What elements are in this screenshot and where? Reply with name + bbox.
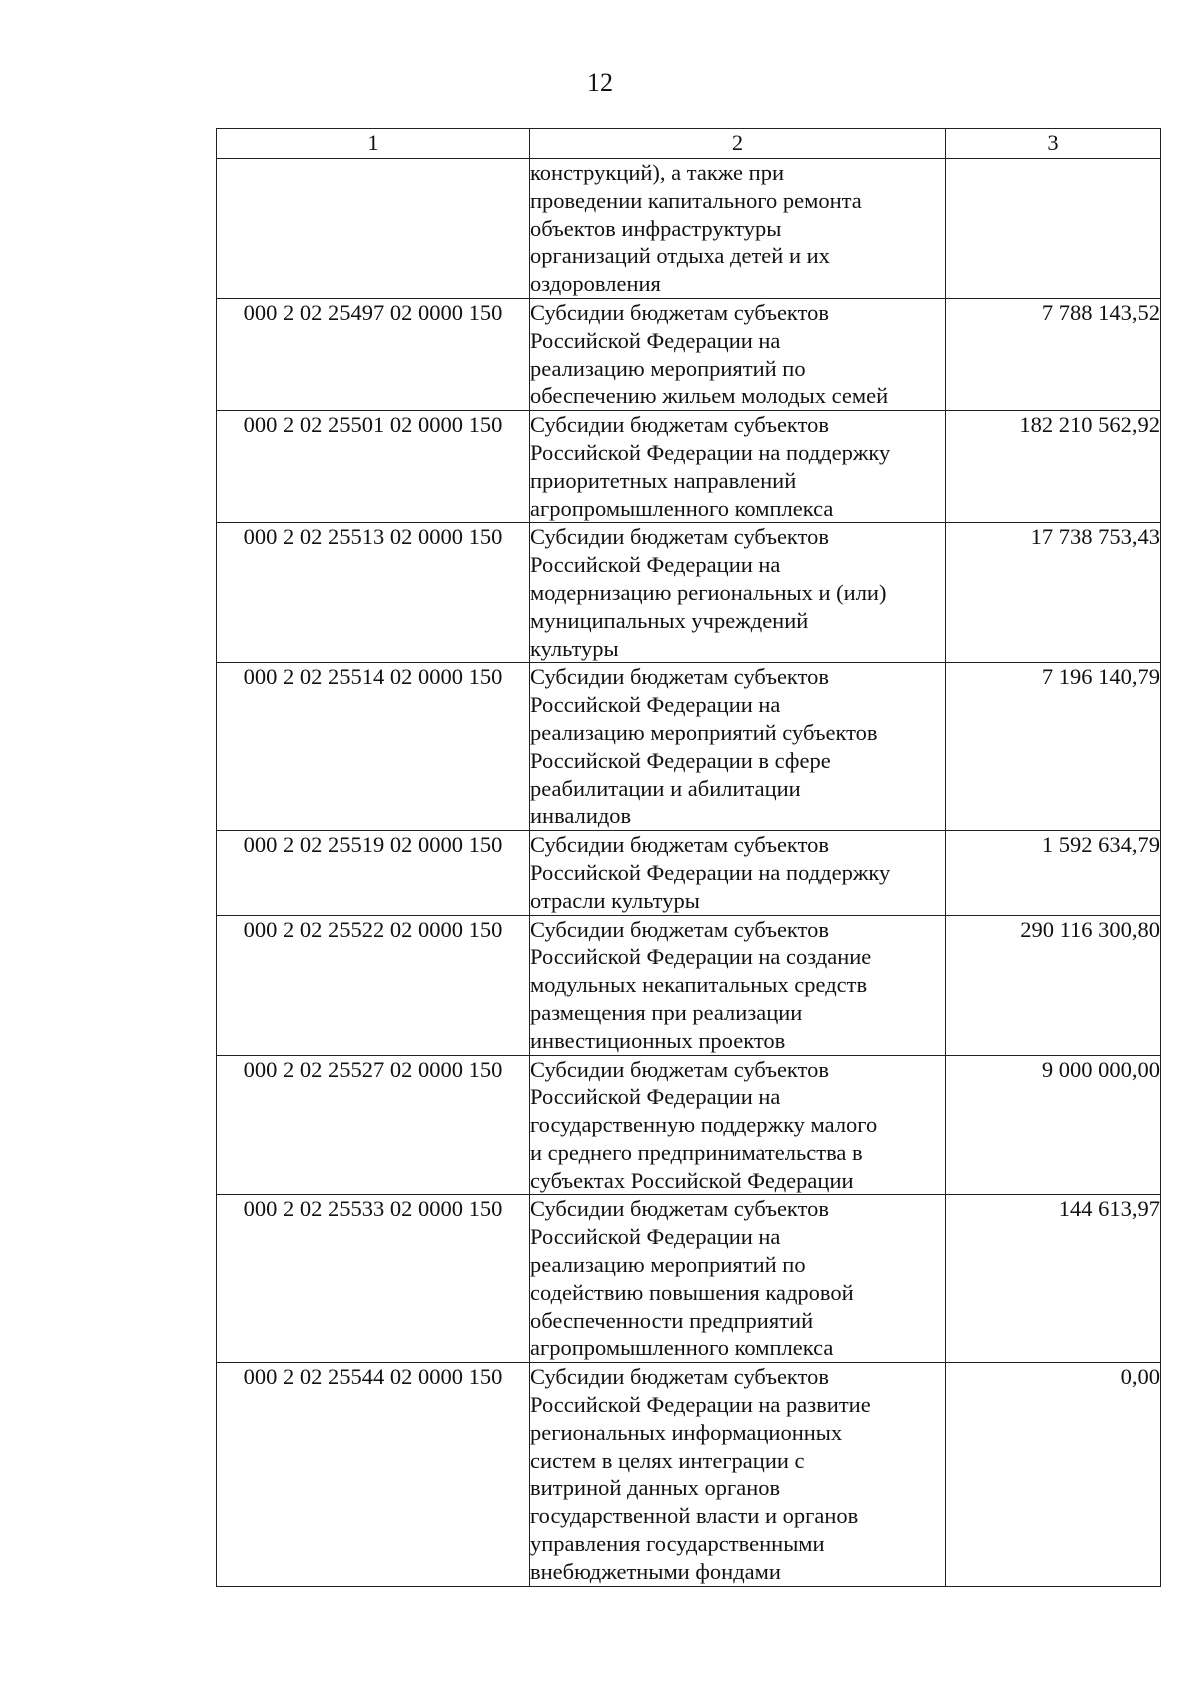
description-line: содействию повышения кадровой	[530, 1279, 854, 1305]
description-line: конструкций), а также при	[530, 160, 785, 185]
description-line: Субсидии бюджетам субъектов	[530, 1364, 829, 1390]
description-line: Субсидии бюджетам субъектов	[530, 412, 829, 438]
description-line: Российской Федерации на	[530, 552, 781, 578]
budget-code-cell: 000 2 02 25514 02 0000 150	[217, 663, 530, 831]
budget-code-cell: 000 2 02 25522 02 0000 150	[217, 915, 530, 1055]
description-cell	[530, 1363, 946, 1586]
description-line: субъектах Российской Федерации	[530, 1167, 854, 1193]
description-cell	[530, 663, 946, 831]
amount-cell: 7 788 143,52	[946, 298, 1161, 410]
description-line: агропромышленного комплекса	[530, 495, 834, 521]
description-line: отрасли культуры	[530, 887, 700, 913]
description-line: размещения при реализации	[530, 999, 803, 1025]
description-line: и среднего предпринимательства в	[530, 1139, 863, 1165]
description-line: агропромышленного комплекса	[530, 1335, 834, 1361]
description-line: реализацию мероприятий субъектов	[530, 719, 878, 745]
description-line: государственную поддержку малого	[530, 1112, 878, 1138]
description-line: организаций отдыха детей и их	[530, 243, 830, 269]
description-cell	[530, 1055, 946, 1195]
description-line: культуры	[530, 635, 619, 661]
description-line: управления государственными	[530, 1531, 825, 1557]
table-row	[217, 159, 1161, 299]
description-cell	[530, 298, 946, 410]
table-row	[217, 1055, 1161, 1195]
table-row	[217, 523, 1161, 663]
description-line: Российской Федерации на развитие	[530, 1392, 871, 1418]
budget-code-cell: 000 2 02 25497 02 0000 150	[217, 298, 530, 410]
description-line: обеспечению жильем молодых семей	[530, 383, 889, 409]
description-line: витриной данных органов	[530, 1475, 781, 1501]
description-line: приоритетных направлений	[530, 467, 797, 493]
amount-cell: 9 000 000,00	[946, 1055, 1161, 1195]
column-header-1: 1	[217, 129, 530, 159]
budget-code-cell	[217, 159, 530, 299]
amount-cell: 182 210 562,92	[946, 411, 1161, 523]
budget-revenue-table	[216, 128, 1161, 1587]
description-line: Российской Федерации на	[530, 692, 781, 718]
description-line: оздоровления	[530, 271, 661, 297]
description-cell	[530, 915, 946, 1055]
table-row	[217, 831, 1161, 915]
description-line: систем в целях интеграции с	[530, 1447, 805, 1473]
description-cell	[530, 411, 946, 523]
description-line: Субсидии бюджетам субъектов	[530, 299, 829, 325]
description-line: Субсидии бюджетам субъектов	[530, 1196, 829, 1222]
description-line: Российской Федерации на поддержку	[530, 859, 891, 885]
amount-cell	[946, 159, 1161, 299]
description-line: Российской Федерации в сфере	[530, 747, 831, 773]
budget-code-cell: 000 2 02 25513 02 0000 150	[217, 523, 530, 663]
budget-code-cell: 000 2 02 25519 02 0000 150	[217, 831, 530, 915]
description-line: Российской Федерации на создание	[530, 944, 872, 970]
description-cell	[530, 159, 946, 299]
description-line: инвестиционных проектов	[530, 1027, 786, 1053]
amount-cell: 17 738 753,43	[946, 523, 1161, 663]
description-line: муниципальных учреждений	[530, 607, 809, 633]
description-line: государственной власти и органов	[530, 1503, 859, 1529]
column-header-3: 3	[946, 129, 1161, 159]
budget-code-cell: 000 2 02 25527 02 0000 150	[217, 1055, 530, 1195]
amount-cell: 0,00	[946, 1363, 1161, 1586]
description-line: Субсидии бюджетам субъектов	[530, 832, 829, 858]
description-cell	[530, 831, 946, 915]
budget-code-cell: 000 2 02 25544 02 0000 150	[217, 1363, 530, 1586]
table-row	[217, 915, 1161, 1055]
description-line: Российской Федерации на	[530, 327, 781, 353]
amount-cell: 144 613,97	[946, 1195, 1161, 1363]
page-number: 12	[587, 68, 613, 97]
description-line: модернизацию региональных и (или)	[530, 579, 887, 605]
table-row	[217, 298, 1161, 410]
description-line: региональных информационных	[530, 1419, 843, 1445]
description-line: Субсидии бюджетам субъектов	[530, 524, 829, 550]
description-line: проведении капитального ремонта	[530, 187, 862, 213]
table-row	[217, 411, 1161, 523]
description-line: Субсидии бюджетам субъектов	[530, 916, 829, 942]
table-row	[217, 1363, 1161, 1586]
description-line: внебюджетными фондами	[530, 1558, 781, 1584]
description-line: Российской Федерации на поддержку	[530, 439, 891, 465]
amount-cell: 7 196 140,79	[946, 663, 1161, 831]
description-line: Российской Федерации на	[530, 1224, 781, 1250]
column-header-2: 2	[530, 129, 946, 159]
description-line: реабилитации и абилитации	[530, 775, 801, 801]
description-cell	[530, 1195, 946, 1363]
budget-code-cell: 000 2 02 25533 02 0000 150	[217, 1195, 530, 1363]
description-line: инвалидов	[530, 803, 632, 829]
description-line: Российской Федерации на	[530, 1084, 781, 1110]
amount-cell: 290 116 300,80	[946, 915, 1161, 1055]
description-cell	[530, 523, 946, 663]
table-row	[217, 1195, 1161, 1363]
table-header-row	[217, 129, 1161, 159]
description-line: реализацию мероприятий по	[530, 355, 806, 381]
description-line: модульных некапитальных средств	[530, 972, 868, 998]
budget-code-cell: 000 2 02 25501 02 0000 150	[217, 411, 530, 523]
description-line: Субсидии бюджетам субъектов	[530, 1056, 829, 1082]
description-line: реализацию мероприятий по	[530, 1252, 806, 1278]
description-line: Субсидии бюджетам субъектов	[530, 664, 829, 690]
description-line: объектов инфраструктуры	[530, 215, 782, 241]
description-line: обеспеченности предприятий	[530, 1307, 814, 1333]
table-row	[217, 663, 1161, 831]
amount-cell: 1 592 634,79	[946, 831, 1161, 915]
